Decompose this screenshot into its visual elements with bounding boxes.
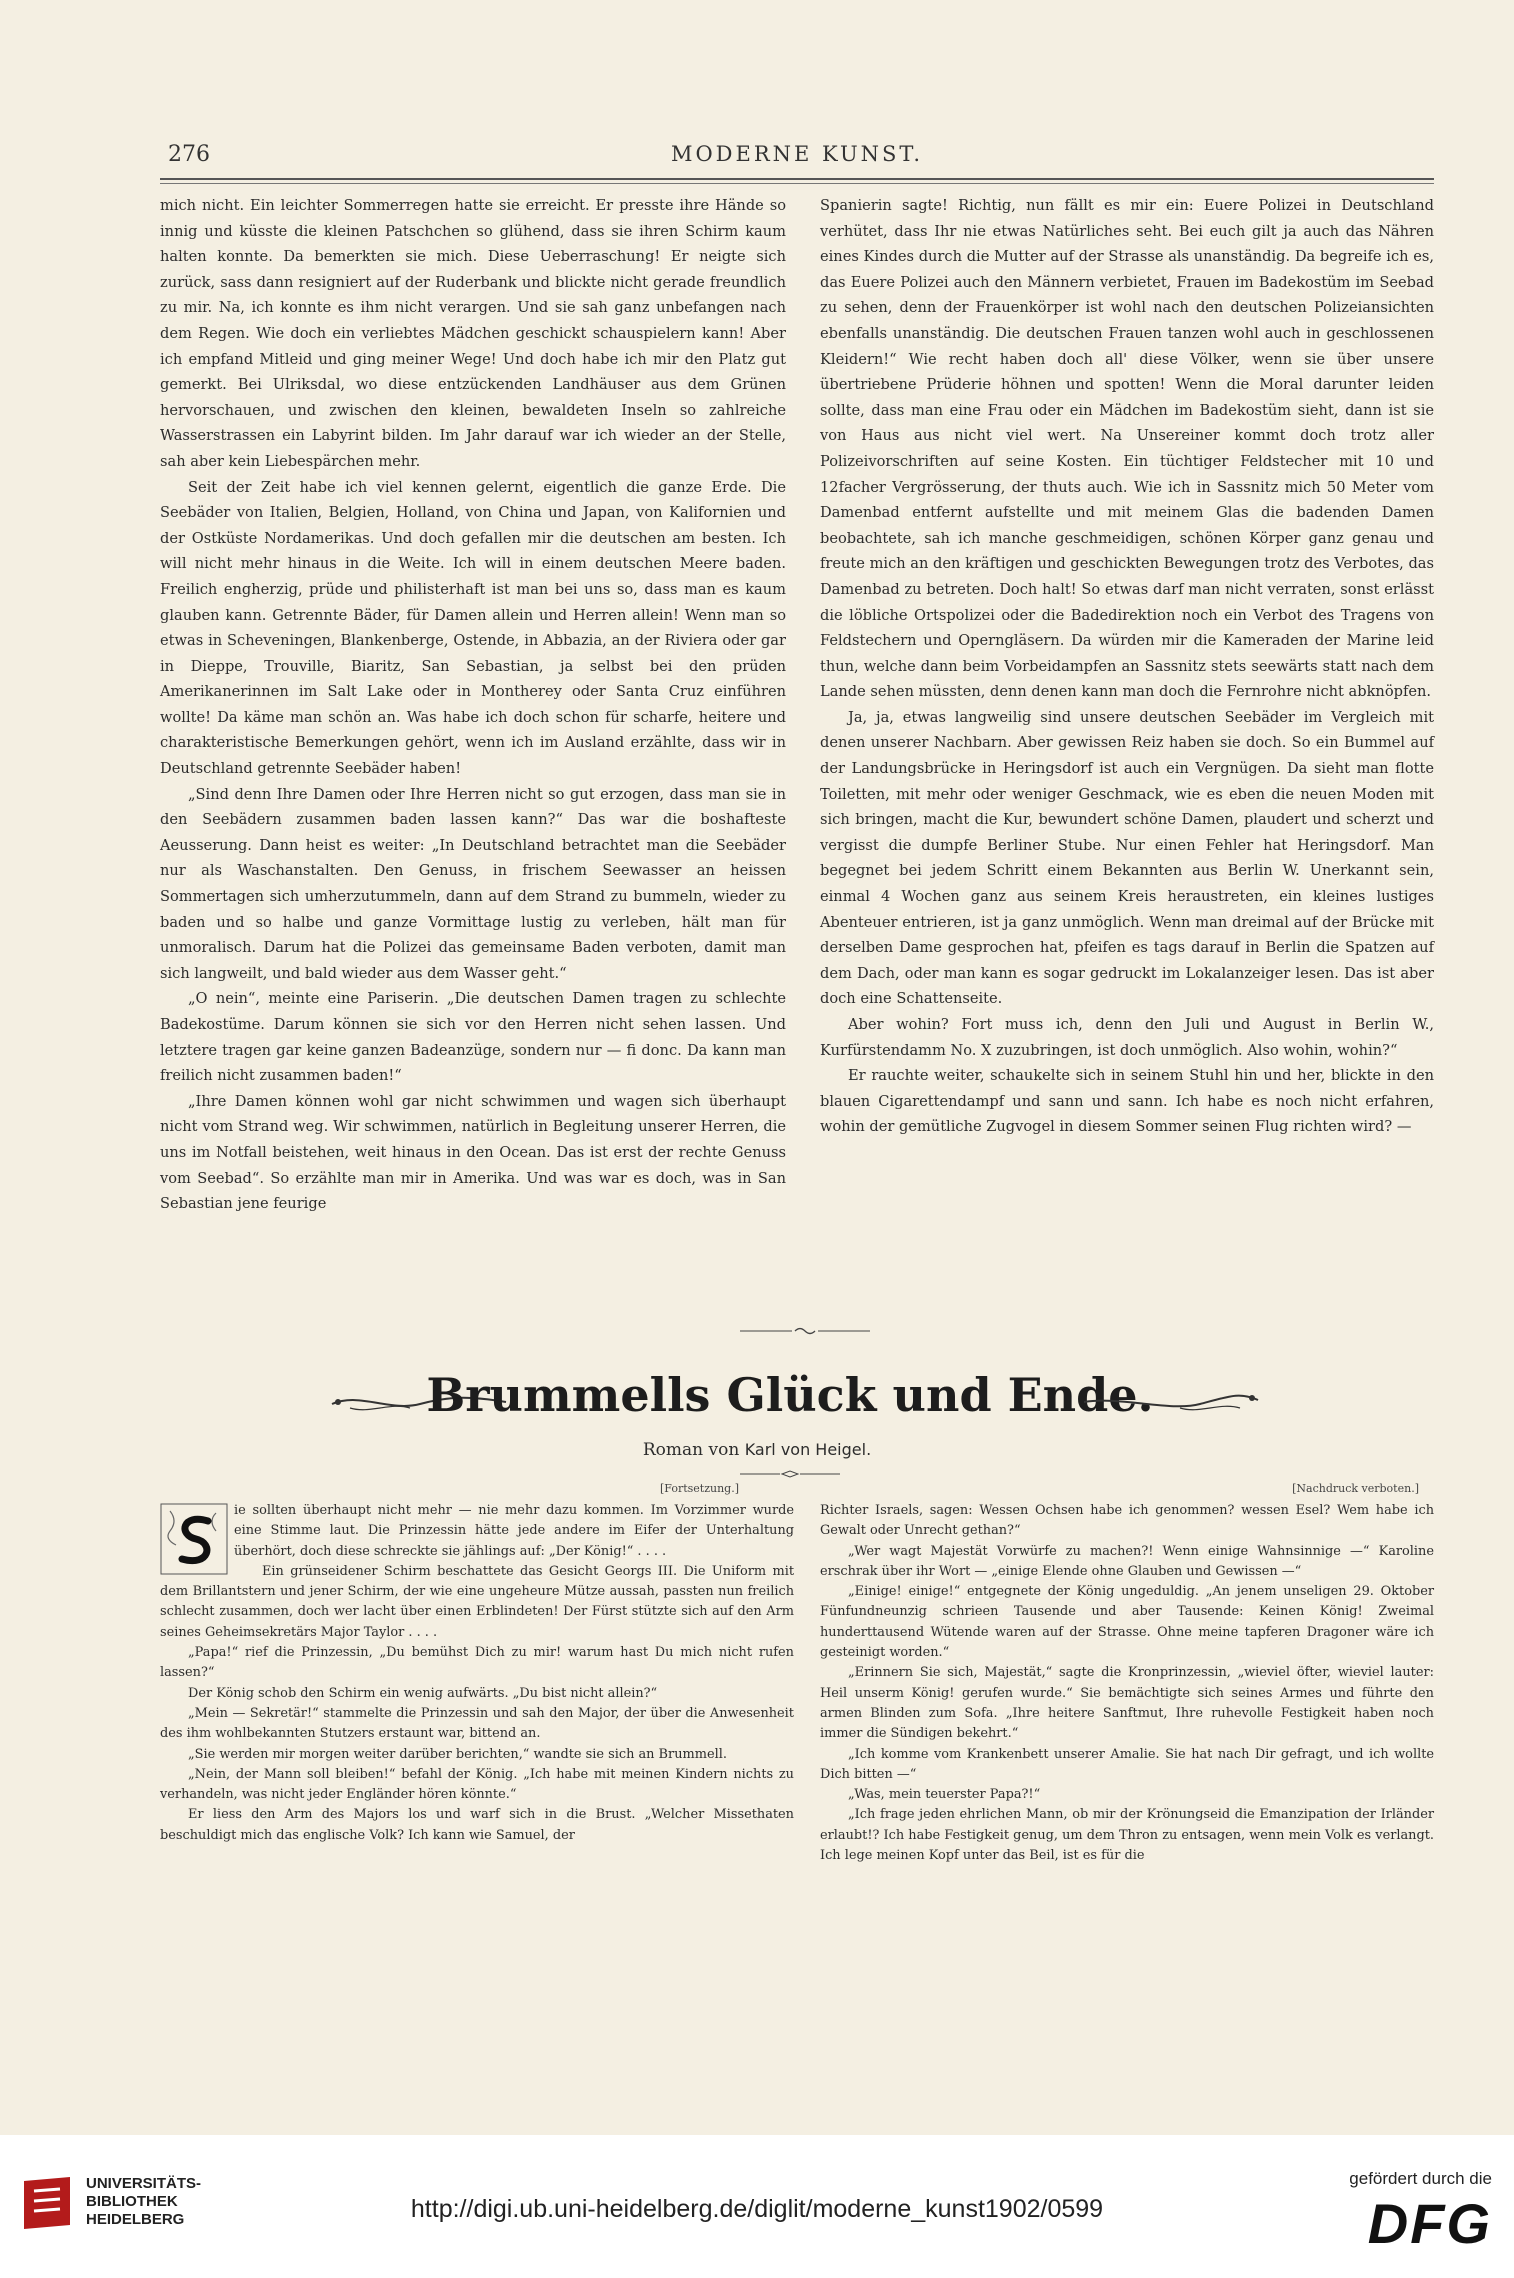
header-rule-thin xyxy=(160,183,1434,184)
paragraph: Richter Israels, sagen: Wessen Ochsen habe ich genommen? wessen Esel? Wem habe ich Gewalt oder Unrecht gethan?“ xyxy=(820,1503,1434,1539)
library-name-line: UNIVERSITÄTS- xyxy=(86,2175,202,2192)
section-divider-ornament xyxy=(740,1325,870,1337)
running-title: MODERNE KUNST. xyxy=(670,142,924,166)
paragraph: „Einige! einige!“ entgegnete der König ungeduldig. „An jenem unseligen 29. Oktober Fünfundneunzig schrieen Tausende und aber Tausende: Keinen König! Zweimal hunderttausend Wütende waren auf der Strasse. Ohne meine tapferen Dragoner wäre ich gesteinigt worden.“ xyxy=(820,1584,1434,1661)
page-number: 276 xyxy=(168,142,210,167)
paragraph: „Mein — Sekretär!“ stammelte die Prinzessin und sah den Major, der über die Anwesenheit des ihm wohlbekannten Stutzers erstaunt war, bittend an. xyxy=(160,1705,794,1742)
paragraph: „Sie werden mir morgen weiter darüber berichten,“ wandte sie sich an Brummell. xyxy=(188,1746,727,1762)
page-header xyxy=(160,142,1434,172)
paragraph: Er rauchte weiter, schaukelte sich in seinem Stuhl hin und her, blickte in den blauen Cigarettendampf und sann und sann. Ich habe es noch nicht erfahren, wohin der gemütliche Zugvogel in diesem Sommer seinen Flug richten wird? — xyxy=(820,1067,1434,1136)
paragraph: „Ich frage jeden ehrlichen Mann, ob mir der Krönungseid die Emanzipation der Irländer erlaubt!? Ich habe Festigkeit genug, um dem Thron zu entsagen, wenn mein Volk es verlangt. Ich lege meinen Kopf unter das Beil, ist es für die xyxy=(820,1807,1434,1864)
paragraph: „Papa!“ rief die Prinzessin, „Du bemühst Dich zu mir! warum hast Du mich nicht rufen lassen?“ xyxy=(160,1645,794,1681)
dfg-logo: DFG xyxy=(1367,2192,1492,2255)
paragraph: „Nein, der Mann soll bleiben!“ befahl der König. „Ich habe mit meinen Kindern nichts zu verhandeln, was nicht jeder Engländer hören könnte.“ xyxy=(160,1766,794,1803)
paragraph: „Sind denn Ihre Damen oder Ihre Herren nicht so gut erzogen, dass man sie in den Seebädern zusammen baden lassen kann?“ Das war die boshafteste Aeusserung. Dann heist es weiter: „In Deutschland betrachtet man die Seebäder nur als Waschanstalten. Den Genuss, in frischem Seewasser an heissen Sommertagen sich umherzutummeln, dann auf dem Strand zu bummeln, wieder zu baden und so halbe und ganze Vormittage lustig zu verleben, hält man für unmoralisch. Darum hat die Polizei das gemeinsame Baden verboten, damit man sich langweilt, und bald wieder aus dem Wasser geht.“ xyxy=(160,785,786,982)
paragraph: Aber wohin? Fort muss ich, denn den Juli und August in Berlin W., Kurfürstendamm No. X zuzubringen, ist doch unmöglich. Also wohin, wohin?“ xyxy=(820,1016,1434,1059)
paragraph: „Erinnern Sie sich, Majestät,“ sagte die Kronprinzessin, „wieviel öfter, wieviel lauter: Heil unserm König! gerufen wurde.“ Sie bemächtigte sich seines Armes und führte den armen Blinden zum Sofa. „Ihre heitere Sanftmut, Ihre ruhevolle Festigkeit haben noch immer die Sündigen bekehrt.“ xyxy=(820,1665,1434,1742)
permalink-url[interactable]: http://digi.ub.uni-heidelberg.de/diglit/moderne_kunst1902/0599 xyxy=(410,2195,1104,2223)
story-title-block xyxy=(290,1368,1290,1430)
author-name: Karl von Heigel. xyxy=(744,1440,872,1459)
paragraph: „Ich komme vom Krankenbett unserer Amalie. Sie hat nach Dir gefragt, und ich wollte Dich bitten —“ xyxy=(820,1746,1434,1782)
viewer-footer xyxy=(0,2135,1514,2278)
paragraph: „O nein“, meinte eine Pariserin. „Die deutschen Damen tragen zu schlechte Badekostüme. Darum können sie sich vor den Herren nicht sehen lassen. Und letztere tragen gar keine ganzen Badeanzüge, sondern nur — fi donc. Da kann man freilich nicht zusammen baden!“ xyxy=(160,990,786,1085)
funding-note: gefördert durch die xyxy=(1349,2169,1492,2188)
paragraph: Ja, ja, etwas langweilig sind unsere deutschen Seebäder im Vergleich mit denen unserer Nachbarn. Aber gewissen Reiz haben sie doch. So ein Bummel auf der Landungsbrücke in Heringsdorf ist auch ein Vergnügen. Da sieht man flotte Toiletten, mit mehr oder weniger Geschmack, wie es eben die neuen Moden mit sich bringen, macht die Kur, bewundert schöne Damen, plaudert und scherzt und vergisst die dumpfe Berliner Stube. Nur einen Fehler hat Heringsdorf. Man begegnet bei jedem Schritt einem Bekannten aus Berlin W. Unerkannt sein, einmal 4 Wochen ganz aus seinem Kreis heraustreten, ein kleines lustiges Abenteuer entrieren, ist ja ganz unmöglich. Wenn man dreimal auf der Brücke mit derselben Dame gesprochen hat, pfeifen es tags darauf in Berlin die Spatzen auf dem Dach, oder man kann es sogar gedruckt im Lokalanzeiger lesen. Das ist aber doch eine Schattenseite. xyxy=(820,708,1434,1008)
ornament-swirl-right-icon xyxy=(1080,1382,1260,1422)
paragraph: mich nicht. Ein leichter Sommerregen hatte sie erreicht. Er presste ihre Hände so innig und küsste die kleinen Patschchen so glühend, dass sie ihren Schirm kaum halten konnte. Da bemerkten sie mich. Diese Ueberraschung! Er neigte sich zurück, sass dann resigniert auf der Ruderbank und blickte nicht gerade freundlich zu mir. Na, ich konnte es ihm nicht verargen. Und sie sah ganz unbefangen nach dem Regen. Wie doch ein verliebtes Mädchen geschickt schauspielern kann! Aber ich empfand Mitleid und ging meiner Wege! Und doch habe ich mir den Platz gut gemerkt. Bei Ulriksdal, wo diese entzückenden Landhäuser aus dem Grünen hervorschauen, und zwischen den kleinen, bewaldeten Inseln so zahlreiche Wasserstrassen ein Labyrint bilden. Im Jahr darauf war ich wieder an der Stelle, sah aber kein Liebespärchen mehr. xyxy=(160,197,786,470)
story-byline xyxy=(0,1440,1514,1460)
reprint-note: [Nachdruck verboten.] xyxy=(1292,1482,1419,1495)
story-column-left xyxy=(160,1501,794,1846)
article-column-left xyxy=(160,193,786,1217)
paragraph: „Was, mein teuerster Papa?!“ xyxy=(848,1787,1041,1803)
story-title: Brummells Glück und Ende. xyxy=(426,1368,1154,1422)
paragraph: Seit der Zeit habe ich viel kennen gelernt, eigentlich die ganze Erde. Die Seebäder von Italien, Belgien, Holland, von China und Japan, von Kalifornien und der Ostküste Nordamerikas. Und doch gefallen mir die deutschen am besten. Ich will nicht mehr hinaus in die Weite. Ich will in einem deutschen Meere baden. Freilich engherzig, prüde und philisterhaft ist man bei uns so, dass man es kaum glauben kann. Getrennte Bäder, für Damen allein und Herren allein! Wenn man so etwas in Scheveningen, Blankenberge, Ostende, in Abbazia, an der Riviera oder gar in Dieppe, Trouville, Biaritz, San Sebastian, ja selbst bei den prüden Amerikanerinnen im Salt Lake oder in Montherey oder Santa Cruz einführen wollte! Da käme man schön an. Was habe ich doch schon für scharfe, heitere und charakteristische Bemerkungen gehört, wenn ich im Ausland erzählte, dass wir in Deutschland getrennte Seebäder haben! xyxy=(160,478,786,778)
paragraph: „Ihre Damen können wohl gar nicht schwimmen und wagen sich überhaupt nicht vom Strand weg. Wir schwimmen, natürlich in Begleitung unserer Herren, die uns im Notfall beistehen, weit hinaus in den Ocean. Das ist erst der rechte Genuss vom Seebad“. So erzählte man mir in Amerika. Und was war es doch, was in San Sebastian jene feurige xyxy=(160,1092,786,1213)
library-name-line: BIBLIOTHEK xyxy=(86,2193,178,2210)
paragraph: Ein grünseidener Schirm beschattete das Gesicht Georgs III. Die Uniform mit dem Brillantstern und jener Schirm, der wie eine ungeheure Mütze aussah, passten nun freilich schlecht zusammen, doch wer lacht über einen Erblindeten! Der Fürst stützte sich auf den Arm seines Geheimsekretärs Major Taylor . . . . xyxy=(160,1563,794,1640)
article-column-right xyxy=(820,193,1434,1140)
paragraph: ie sollten überhaupt nicht mehr — nie mehr dazu kommen. Im Vorzimmer wurde eine Stimme laut. Die Prinzessin hätte jede andere im Eifer der Unterhaltung überhört, doch diese schreckte sie jählings auf: „Der König!“ . . . . xyxy=(234,1503,794,1559)
decorated-initial-s-icon xyxy=(160,1503,228,1575)
library-name-line: HEIDELBERG xyxy=(86,2211,185,2228)
paragraph: „Wer wagt Majestät Vorwürfe zu machen?! Wenn einige Wahnsinnige —“ Karoline erschrak über ihr Wort — „einige Elende ohne Glauben und Gewissen —“ xyxy=(820,1543,1434,1579)
paragraph: Der König schob den Schirm ein wenig aufwärts. „Du bist nicht allein?“ xyxy=(188,1685,658,1701)
paragraph: Spanierin sagte! Richtig, nun fällt es mir ein: Euere Polizei in Deutschland verhütet, dass Ihr nie etwas Natürliches seht. Bei euch gilt ja auch das Nähren eines Kindes durch die Mutter auf der Strasse als unanständig. Da begreife ich es, das Euere Polizei auch den Männern verbietet, Frauen im Badekostüm im Seebad zu sehen, denn der Frauenkörper ist wohl nach den deutschen Polizeiansichten ebenfalls unanständig. Die deutschen Frauen tanzen wohl auch in geschlossenen Kleidern!“ Wie recht haben doch all' diese Völker, wenn sie über unsere übertriebene Prüderie höhnen und spotten! Wenn die Moral darunter leiden sollte, dass man eine Frau oder ein Mädchen im Badekostüm sieht, dann ist sie von Haus aus nicht viel wert. Na Unsereiner kommt doch trotz aller Polizeivorschriften auf seine Kosten. Ein tüchtiger Feldstecher mit 10 und 12facher Vergrösserung, der thuts auch. Wie ich in Sassnitz mich 50 Meter vom Damenbad entfernt aufstellte und mit meinem Glas die badenden Damen beobachtete, sah ich manche geschmeidigen, schönen Körper ganz genau und freute mich an den kräftigen und geschickten Bewegungen trotz des Verbotes, das Damenbad zu betreten. Doch halt! So etwas darf man nicht verraten, sonst erlässt die löbliche Ortspolizei oder die Badedirektion noch ein Verbot des Tragens von Feldstechern und Operngläsern. Da würden mir die Kameraden der Marine leid thun, welche dann beim Vorbeidampfen an Sassnitz stets seewärts statt nach dem Lande sehen müssten, denn denen kann man doch die Fernrohre nicht abknöpfen. xyxy=(820,197,1434,701)
byline-divider-ornament xyxy=(740,1470,840,1478)
byline-prefix: Roman von xyxy=(642,1440,740,1460)
paragraph: Er liess den Arm des Majors los und warf sich in die Brust. „Welcher Missethaten beschuldigt mich das englische Volk? Ich kann wie Samuel, der xyxy=(160,1807,794,1843)
story-column-right xyxy=(820,1501,1434,1866)
header-rule xyxy=(160,178,1434,180)
continuation-note: [Fortsetzung.] xyxy=(660,1482,739,1495)
